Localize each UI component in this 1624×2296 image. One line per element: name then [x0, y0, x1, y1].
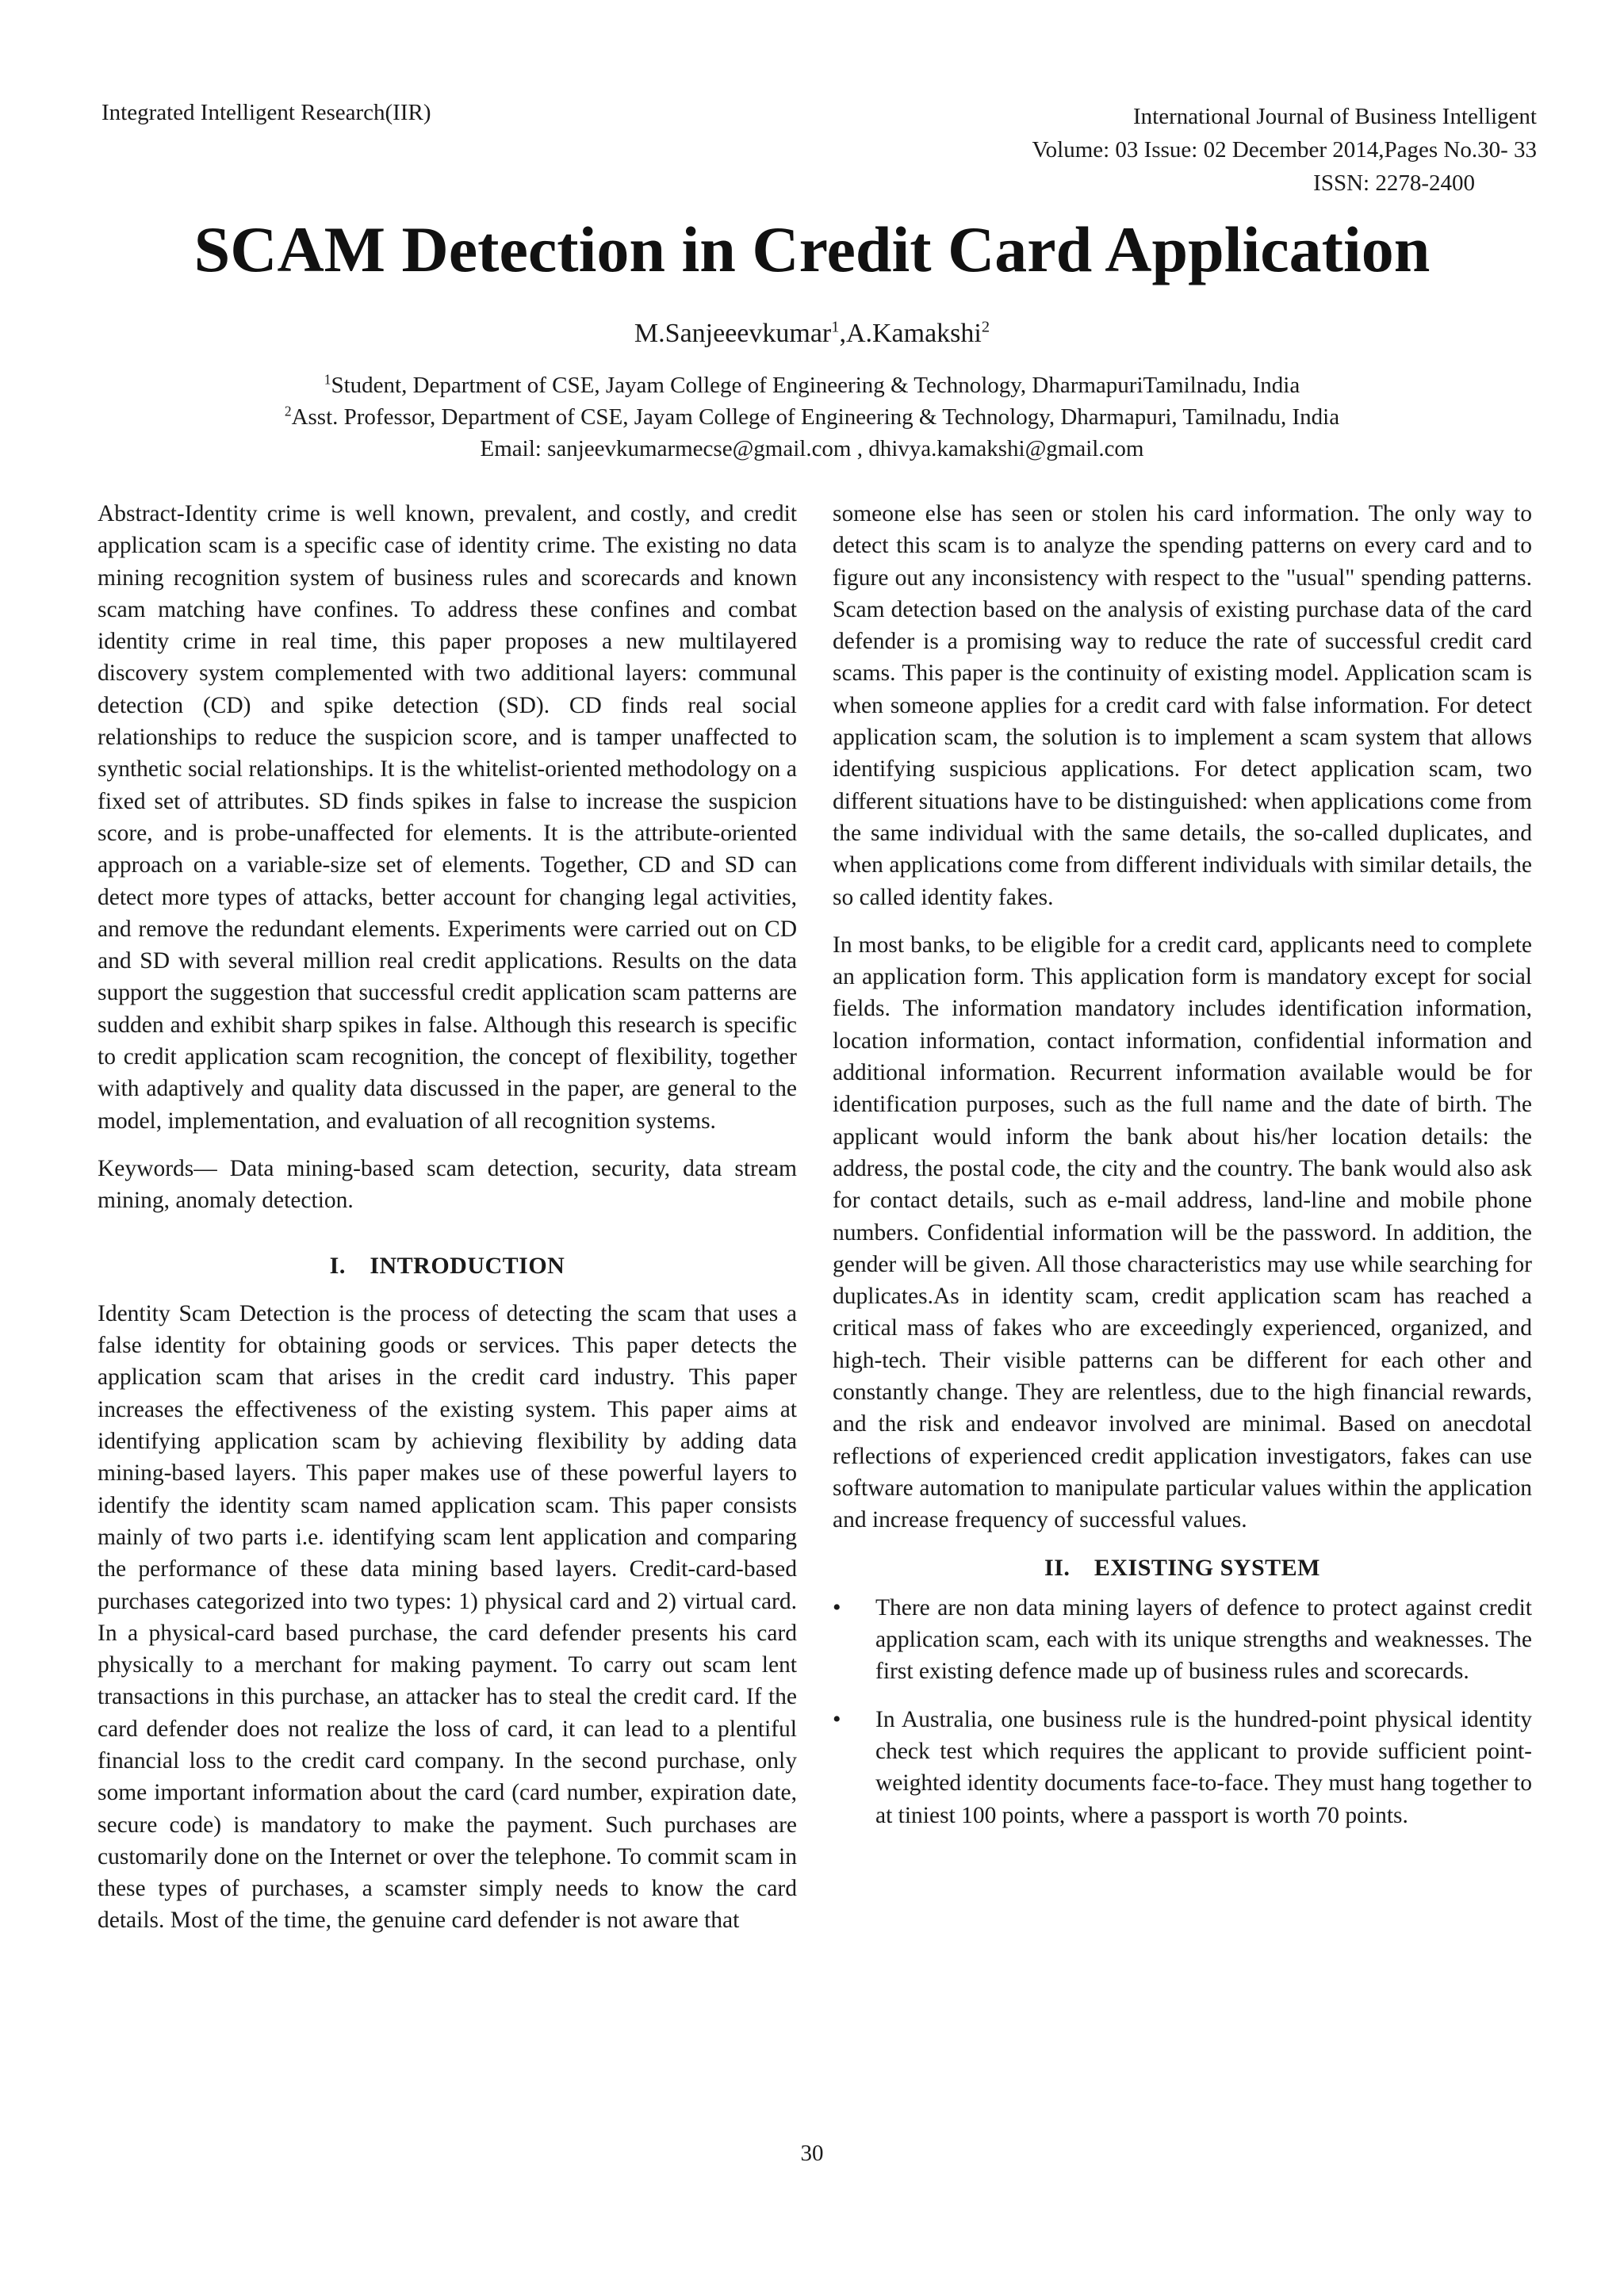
affiliation-2 [0, 401, 1624, 433]
affiliation-1-mark: 1 [324, 371, 331, 388]
volume-info: Volume: 03 Issue: 02 December 2014,Pages No.30- 33 [1032, 137, 1537, 163]
introduction-paragraph-2: In most banks, to be eligible for a credit card, applicants need to complete an application form. This application form is mandatory except for social fields. The information mandatory includes identification information, location information, contact information, confidential information and additional information. Recurrent information available would be for identification purposes, such as the full name and the date of birth. The applicant would inform the bank about his/her location details: the address, the postal code, the city and the country. The bank would also ask for contact details, such as e-mail address, land-line and mobile phone numbers. Confidential information will be the password. In addition, the gender will be given. All those characteristics may use while searching for duplicates.As in identity scam, credit application scam has reached a critical mass of fakes who are exceedingly experienced, organized, and high-tech. Their visible patterns can be different for each other and constantly change. They are relentless, due to the high financial rewards, and the risk and endeavor involved are minimal. Based on anecdotal reflections of experienced credit application investigators, fakes can use software automation to manipulate particular values within the application and increase frequency of successful values. [833, 932, 1532, 1533]
introduction-paragraph-1-part-1: Identity Scam Detection is the process of detecting the scam that uses a false identity for obtaining goods or services. This paper detects the application scam that arises in the credit card industry. This paper increases the effectiveness of the existing system. This paper aims at identifying application scam by achieving flexibility by adding data mining-based layers. This paper makes use of these powerful layers to identify the identity scam named application scam. This paper consists mainly of two parts i.e. identifying scam lent application and comparing the performance of these data mining based layers. Credit-card-based purchases categorized into two types: 1) physical card and 2) virtual card. In a physical-card based purchase, the card defender presents his card physically to a merchant for making payment. To carry out scam lent transactions in this purchase, an attacker has to steal the credit card. If the card defender does not realize the loss of card, it can lead to a plentiful financial loss to the credit card company. In the second purchase, only some important information about the card (card number, expiration date, secure code) is mandatory to make the payment. Such purchases are customarily done on the Internet or over the telephone. To commit scam in these types of purchases, a scamster simply needs to know the card details. Most of the time, the genuine card defender is not aware that [98, 1300, 797, 1934]
author-1: M.Sanjeeevkumar [634, 319, 832, 348]
author-2: A.Kamakshi [845, 319, 982, 348]
journal-name: International Journal of Business Intelligent [1132, 104, 1537, 129]
section-heading-existing-system: II. EXISTING SYSTEM [1044, 1554, 1320, 1581]
author-separator: , [839, 319, 846, 348]
section-heading-introduction: I. INTRODUCTION [329, 1252, 565, 1279]
affiliation-2-text: Asst. Professor, Department of CSE, Jayam College of Engineering & Technology, Dharmapuri, Tamilnadu, India [291, 404, 1340, 430]
bullet-icon: • [833, 1705, 841, 1732]
affiliation-1-text: Student, Department of CSE, Jayam College of Engineering & Technology, DharmapuriTamilnadu, India [331, 373, 1300, 398]
introduction-paragraph-1-part-2: someone else has seen or stolen his card information. The only way to detect this scam is to analyze the spending patterns on every card and to figure out any inconsistency with respect to the "usual" spending patterns. Scam detection based on the analysis of existing purchase data of the card defender is a promising way to reduce the rate of successful credit card scams. This paper is the continuity of existing model. Application scam is when someone applies for a credit card with false information. For detect application scam, the solution is to implement a scam system that allows identifying suspicious applications. For detect application scam, two different situations have to be distinguished: when applications come from the same individual with the same details, the so-called duplicates, and when applications come from different individuals with similar details, the so called identity fakes. [833, 501, 1532, 910]
list-item [833, 1592, 1532, 1688]
running-header-left: Integrated Intelligent Research(IIR) [102, 100, 431, 125]
author-emails: Email: sanjeevkumarmecse@gmail.com , dhivya.kamakshi@gmail.com [480, 436, 1144, 461]
author-line [0, 319, 1624, 349]
affiliation-1 [0, 369, 1624, 401]
left-column [98, 498, 797, 1937]
list-item [833, 1704, 1532, 1831]
bullet-text-1: There are non data mining layers of defence to protect against credit application scam, each with its unique strengths and weaknesses. The first existing defence made up of business rules and scorecards. [875, 1594, 1532, 1685]
paper-title: SCAM Detection in Credit Card Application [193, 213, 1431, 285]
abstract: Abstract-Identity crime is well known, prevalent, and costly, and credit application scam is a specific case of identity crime. The existing no data mining recognition system of business rules and scorecards and known scam matching have confines. To address these confines and combat identity crime in real time, this paper proposes a new multilayered discovery system complemented with two additional layers: communal detection (CD) and spike detection (SD). CD finds real social relationships to reduce the suspicion score, and is tamper unaffected to synthetic social relationships. It is the whitelist-oriented methodology on a fixed set of attributes. SD finds spikes in false to increase the suspicion score, and is probe-unaffected for elements. It is the attribute-oriented approach on a variable-size set of elements. Together, CD and SD can detect more types of attacks, better account for changing legal activities, and remove the redundant elements. Experiments were carried out on CD and SD with several million real credit applications. Results on the data support the suggestion that successful credit application scam patterns are sudden and exhibit sharp spikes in false. Although this research is specific to credit application scam recognition, the concept of flexibility, together with adaptively and quality data discussed in the paper, are general to the model, implementation, and evaluation of all recognition systems. [98, 501, 797, 1134]
right-column [833, 498, 1532, 1847]
running-header-right [744, 100, 1537, 200]
bullet-icon: • [833, 1594, 841, 1621]
keywords: Keywords— Data mining-based scam detection, security, data stream mining, anomaly detection. [98, 1155, 797, 1214]
bullet-text-2: In Australia, one business rule is the hundred-point physical identity check test which requires the applicant to provide sufficient point-weighted identity documents face-to-face. They must hang together to at tiniest 100 points, where a passport is worth 70 points. [875, 1706, 1532, 1828]
affiliation-2-mark: 2 [284, 403, 292, 419]
author-1-affil-mark: 1 [831, 318, 840, 336]
issn: ISSN: 2278-2400 [1313, 170, 1475, 196]
page-number: 30 [800, 2141, 824, 2166]
affiliations [0, 369, 1624, 465]
author-2-affil-mark: 2 [981, 318, 990, 336]
